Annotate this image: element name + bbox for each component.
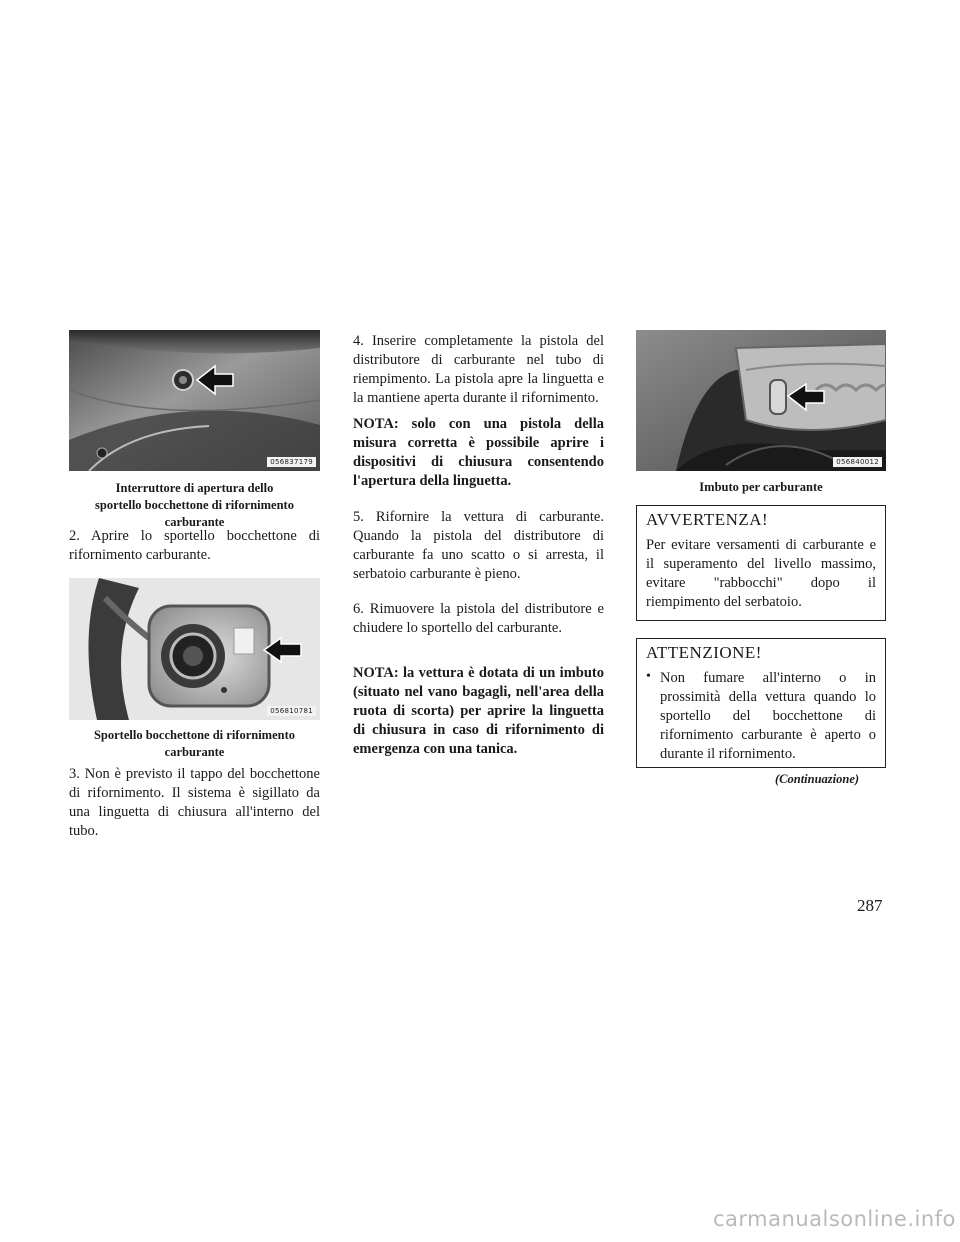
- continuation-label: (Continuazione): [775, 772, 860, 786]
- step-6: 6. Rimuovere la pistola del distributore e chiudere lo sportello del carburante.: [353, 601, 604, 636]
- figure-caption: Sportello bocchettone di rifornimento carburante: [93, 728, 295, 759]
- figure-code: 056840012: [833, 457, 882, 467]
- bullet-icon: •: [646, 669, 651, 684]
- note-1: NOTA: solo con una pistola della misura corretta è possibile aprire i dispositivi di chiusura consentendo l'apertura della linguetta.: [353, 416, 604, 489]
- warning-box: [636, 505, 886, 621]
- caution-box: [636, 638, 886, 768]
- warning-text: Per evitare versamenti di carburante e il superamento del livello massimo, evitare "rabbocchi" dopo il riempimento del serbatoio.: [646, 537, 876, 610]
- step-4: 4. Inserire completamente la pistola del distributore di carburante nel tubo di riempimento. La pistola apre la linguetta e la mantiene aperta durante il rifornimento.: [353, 333, 604, 406]
- caution-text: Non fumare all'interno o in prossimità della vettura quando lo sportello del bocchettone di rifornimento carburante è aperto o durante il rifornimento.: [660, 670, 876, 762]
- note-2: NOTA: la vettura è dotata di un imbuto (situato nel vano bagagli, nell'area della ruota di scorta) per aprire la linguetta di chiusura in caso di rifornimento di emergenza con una tanica.: [353, 665, 604, 757]
- step-5: 5. Rifornire la vettura di carburante. Quando la pistola del distributore di carburante fa uno scatto o si arresta, il serbatoio carburante è pieno.: [353, 509, 604, 582]
- fuel-switch-photo: [69, 330, 320, 471]
- funnel-photo: [636, 330, 886, 471]
- watermark: carmanualsonline.info: [713, 1207, 956, 1231]
- figure-code: 056837179: [267, 457, 316, 467]
- caution-title: ATTENZIONE!: [646, 643, 762, 662]
- fuel-door-photo: [69, 578, 320, 720]
- step-3: 3. Non è previsto il tappo del bocchettone di rifornimento. Il sistema è sigillato da una linguetta di chiusura all'interno del tubo.: [69, 766, 320, 839]
- figure-caption: Imbuto per carburante: [699, 480, 823, 494]
- figure-caption: Interruttore di apertura dello sportello bocchettone di rifornimento carburante: [95, 481, 294, 529]
- step-2: 2. Aprire lo sportello bocchettone di rifornimento carburante.: [69, 528, 320, 563]
- figure-code: 056810781: [267, 706, 316, 716]
- page-number: 287: [857, 896, 883, 915]
- caution-item: [646, 669, 876, 764]
- warning-title: AVVERTENZA!: [646, 510, 769, 529]
